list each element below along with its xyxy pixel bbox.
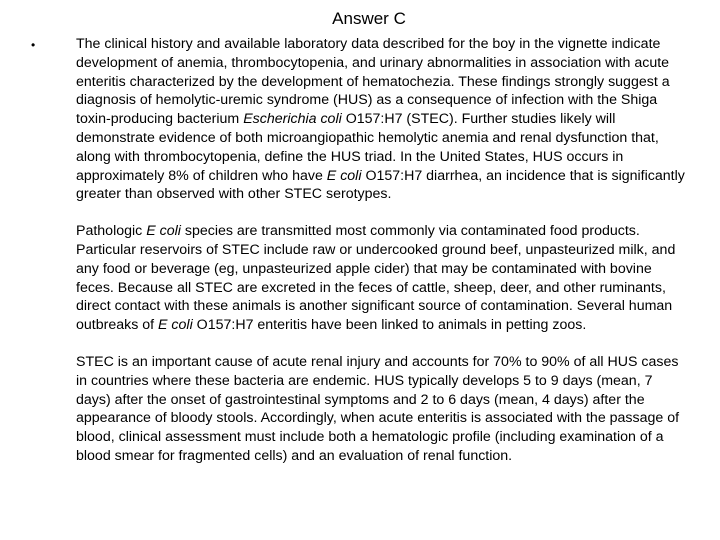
text-run: O157:H7 enteritis have been linked to animals in petting zoos. [192, 317, 587, 334]
text-run: Pathologic [76, 223, 147, 240]
organism-name-italic: Escherichia coli [243, 111, 342, 128]
bullet-marker: • [31, 38, 36, 52]
text-run: STEC is an important cause of acute renal injury and accounts for 70% to 90% of all HUS cases in countries where these bacteria are endemic. HUS typically develops 5 to 9 days (mean, 7 days) after the onset of gastrointestinal symptoms and 2 to 6 days (mean, 4 days) after the appearance of bloody stools. Accordingly, when acute enteritis is associated with the passage of blood, clinical assessment must include both a hematologic profile (including examination of a blood smear for fragmented cells) and an evaluation of renal function. [76, 353, 680, 464]
answer-explanation [76, 35, 690, 466]
organism-name-italic: E coli [326, 167, 362, 184]
text-run: O157:H7 diarrhea, an incidence that is significantly greater than observed with other STEC serotypes. [76, 167, 685, 203]
paragraph-clinical-course [76, 353, 690, 466]
organism-name-italic: E coli [158, 317, 193, 334]
text-run: O157:H7 (STEC). Further studies likely will demonstrate evidence of both microangiopathic hemolytic anemia and renal dysfunction that, along with thrombocytopenia, define the HUS triad. In the United States, HUS occurs in approximately 8% of children who have [76, 111, 659, 184]
text-run: species are transmitted most commonly via contaminated food products. Particular reservoirs of STEC include raw or undercooked ground beef, unpasteurized milk, and any food or beverage (eg, unpasteurized apple cider) that may be contaminated with bovine feces. Because all STEC are excreted in the feces of cattle, sheep, deer, and other ruminants, direct contact with these animals is another significant source of contamination. Several human outbreaks of [76, 223, 676, 334]
paragraph-transmission [76, 222, 690, 335]
slide-title: Answer C [332, 9, 406, 28]
paragraph-diagnosis [76, 35, 690, 204]
organism-name-italic: E coli [146, 223, 181, 240]
text-run: The clinical history and available laboratory data described for the boy in the vignette indicate development of anemia, thrombocytopenia, and urinary abnormalities in association with acute enteritis characterized by the development of hematochezia. These findings strongly suggest a diagnosis of hemolytic-uremic syndrome (HUS) as a consequence of infection with the Shiga toxin-producing bacterium [76, 36, 670, 128]
